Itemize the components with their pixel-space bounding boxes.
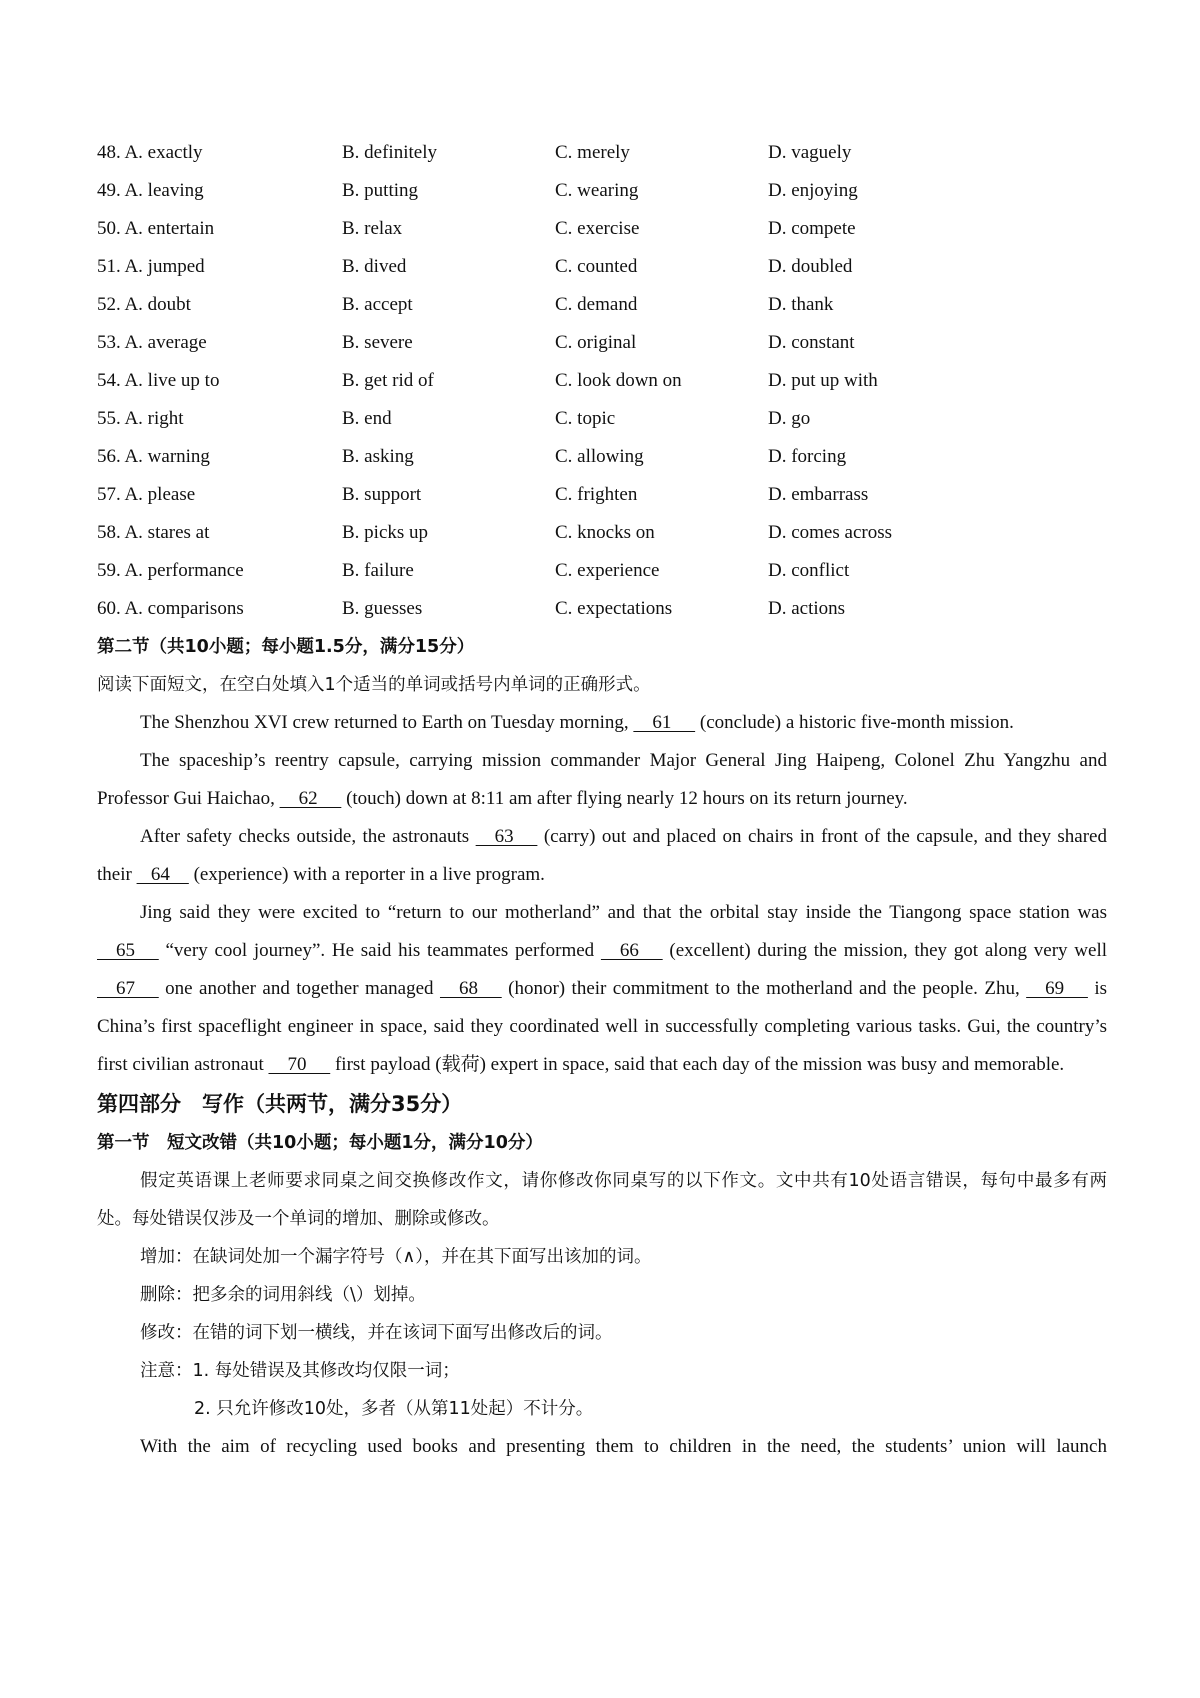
part-heading: 第四部分 写作（共两节，满分35分） [97, 1092, 463, 1116]
option-c: C. wearing [555, 180, 639, 201]
blank-65[interactable]: 65 [97, 940, 159, 961]
blank-62[interactable]: 62 [279, 788, 342, 809]
choice-row [97, 324, 1107, 362]
option-a: 49. A. leaving [97, 180, 204, 201]
option-c: C. merely [555, 142, 630, 163]
option-b: B. accept [342, 294, 413, 315]
blank-61[interactable]: 61 [633, 712, 696, 733]
section-heading: 第二节（共10小题；每小题1.5分，满分15分） [97, 637, 475, 657]
choice-row [97, 210, 1107, 248]
option-b: B. guesses [342, 598, 423, 619]
option-c: C. exercise [555, 218, 640, 239]
option-b: B. asking [342, 446, 414, 467]
passage-paragraph: After safety checks outside, the astronauts 63 (carry) out and placed on chairs in front of the capsule, and they shared their 64 (experience) with a reporter in a live program. [97, 818, 1107, 894]
option-a: 60. A. comparisons [97, 598, 244, 619]
option-b: B. failure [342, 560, 414, 581]
choice-row [97, 134, 1107, 172]
option-b: B. relax [342, 218, 403, 239]
option-a: 55. A. right [97, 408, 184, 429]
rule-delete: 删除：把多余的词用斜线（\）划掉。 [140, 1285, 426, 1305]
option-d: D. forcing [768, 446, 847, 467]
option-c: C. demand [555, 294, 638, 315]
option-c: C. original [555, 332, 637, 353]
option-a: 53. A. average [97, 332, 207, 353]
choice-row [97, 362, 1107, 400]
option-a: 52. A. doubt [97, 294, 191, 315]
option-a: 48. A. exactly [97, 142, 203, 163]
option-d: D. constant [768, 332, 855, 353]
option-d: D. vaguely [768, 142, 852, 163]
option-d: D. thank [768, 294, 834, 315]
blank-64[interactable]: 64 [136, 864, 189, 885]
option-a: 56. A. warning [97, 446, 210, 467]
option-b: B. picks up [342, 522, 429, 543]
note-1: 注意：1. 每处错误及其修改均仅限一词； [140, 1361, 460, 1381]
choice-row [97, 438, 1107, 476]
option-b: B. get rid of [342, 370, 434, 391]
choice-row [97, 590, 1107, 628]
task-instruction: 假定英语课上老师要求同桌之间交换修改作文，请你修改你同桌写的以下作文。文中共有10处语言错误，每句中最多有两处。每处错误仅涉及一个单词的增加、删除或修改。 [97, 1171, 1107, 1229]
blank-63[interactable]: 63 [475, 826, 538, 847]
option-c: C. knocks on [555, 522, 655, 543]
essay-text: With the aim of recycling used books and presenting them to children in the need, the students’ union will launch [140, 1436, 1107, 1457]
choice-row [97, 248, 1107, 286]
option-c: C. counted [555, 256, 638, 277]
blank-67[interactable]: 67 [97, 978, 159, 999]
rule-add: 增加：在缺词处加一个漏字符号（∧），并在其下面写出该加的词。 [140, 1247, 652, 1267]
choice-row [97, 400, 1107, 438]
passage-paragraph: The Shenzhou XVI crew returned to Earth on Tuesday morning, 61 (conclude) a historic five-month mission. [97, 704, 1107, 742]
choice-row [97, 286, 1107, 324]
blank-66[interactable]: 66 [600, 940, 663, 961]
option-a: 51. A. jumped [97, 256, 205, 277]
option-a: 50. A. entertain [97, 218, 215, 239]
choice-list [97, 134, 1107, 628]
option-d: D. go [768, 408, 811, 429]
choice-row [97, 514, 1107, 552]
blank-70[interactable]: 70 [268, 1054, 331, 1075]
option-d: D. comes across [768, 522, 892, 543]
passage-paragraph: Jing said they were excited to “return to our motherland” and that the orbital stay inside the Tiangong space station was 65 “very cool journey”. He said his teammates performed 66 (excellent) during the mission, they got along very well 67 one another and together managed 68 (honor) their commitment to the motherland and the people. Zhu, 69 is China’s first spaceflight engineer in space, said they coordinated well in successfully completing various tasks. Gui, the country’s first civilian astronaut 70 first payload (载荷) expert in space, said that each day of the mission was busy and memorable. [97, 894, 1107, 1084]
option-d: D. enjoying [768, 180, 858, 201]
option-b: B. putting [342, 180, 419, 201]
rule-modify: 修改：在错的词下划一横线，并在该词下面写出修改后的词。 [140, 1323, 613, 1343]
option-d: D. doubled [768, 256, 853, 277]
option-c: C. look down on [555, 370, 682, 391]
option-b: B. definitely [342, 142, 437, 163]
option-d: D. conflict [768, 560, 850, 581]
option-c: C. frighten [555, 484, 638, 505]
choice-row [97, 552, 1107, 590]
option-b: B. severe [342, 332, 413, 353]
choice-row [97, 476, 1107, 514]
section-heading: 第一节 短文改错（共10小题；每小题1分，满分10分） [97, 1133, 543, 1153]
option-c: C. topic [555, 408, 616, 429]
option-a: 54. A. live up to [97, 370, 220, 391]
section-instruction: 阅读下面短文，在空白处填入1个适当的单词或括号内单词的正确形式。 [97, 675, 651, 695]
option-c: C. allowing [555, 446, 644, 467]
note-2: 2. 只允许修改10处，多者（从第11处起）不计分。 [194, 1399, 594, 1419]
option-b: B. dived [342, 256, 407, 277]
option-a: 59. A. performance [97, 560, 244, 581]
passage-paragraph: The spaceship’s reentry capsule, carrying mission commander Major General Jing Haipeng, Colonel Zhu Yangzhu and Professor Gui Haichao, 62 (touch) down at 8:11 am after flying nearly 12 hours on its return journey. [97, 742, 1107, 818]
option-d: D. embarrass [768, 484, 869, 505]
option-a: 58. A. stares at [97, 522, 210, 543]
exam-page [97, 134, 1107, 1466]
option-b: B. support [342, 484, 422, 505]
choice-row [97, 172, 1107, 210]
blank-68[interactable]: 68 [439, 978, 502, 999]
option-d: D. actions [768, 598, 846, 619]
option-d: D. put up with [768, 370, 878, 391]
blank-69[interactable]: 69 [1026, 978, 1088, 999]
option-d: D. compete [768, 218, 856, 239]
option-c: C. experience [555, 560, 660, 581]
option-b: B. end [342, 408, 392, 429]
option-a: 57. A. please [97, 484, 196, 505]
option-c: C. expectations [555, 598, 673, 619]
